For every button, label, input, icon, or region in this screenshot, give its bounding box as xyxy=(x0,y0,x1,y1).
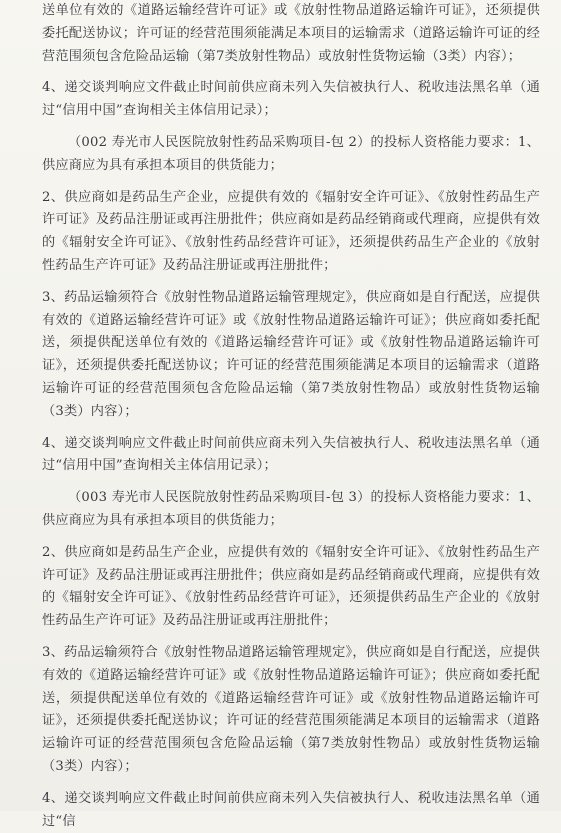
paragraph-credit-check-2: 4、递交谈判响应文件截止时间前供应商未列入失信被执行人、税收违法黑名单（通过“信用中国”查询相关主体信用记录）； xyxy=(42,435,540,474)
paragraph-package-2-transport: 3、药品运输须符合《放射性物品道路运输管理规定》，供应商如是自行配送，应提供有效的《道路运输经营许可证》或《放射性物品道路运输许可证》；供应商如委托配送，须提供配送单位有效的《道路运输经营许可证》或《放射性物品道路运输许可证》，还须提供委托配送协议；许可证的经营范围须能满足本项目的运输需求（道路运输许可证的经营范围须包含危险品运输（第7类放射性物品）或放射性货物运输（3类）内容）； xyxy=(42,289,540,419)
paragraph-package-2-heading: （002 寿光市人民医院放射性药品采购项目-包 2）的投标人资格能力要求：1、供应商应为具有承担本项目的供货能力； xyxy=(42,134,540,173)
paragraph-package-2-license: 2、供应商如是药品生产企业，应提供有效的《辐射安全许可证》、《放射性药品生产许可证》及药品注册证或再注册批件；供应商如是药品经销商或代理商，应提供有效的《辐射安全许可证》、《放射性药品经营许可证》，还须提供药品生产企业的《放射性药品生产许可证》及药品注册证或再注册批件； xyxy=(42,189,540,273)
paragraph-credit-check-3: 4、递交谈判响应文件截止时间前供应商未列入失信被执行人、税收违法黑名单（通过“信 xyxy=(42,790,540,829)
paragraph-credit-check-1: 4、递交谈判响应文件截止时间前供应商未列入失信被执行人、税收违法黑名单（通过“信用中国”查询相关主体信用记录）； xyxy=(42,80,540,119)
paragraph-transport-continuation: 送单位有效的《道路运输经营许可证》或《放射性物品道路运输许可证》，还须提供委托配送协议；许可证的经营范围须能满足本项目的运输需求（道路运输许可证的经营范围须包含危险品运输（第7类放射性物品）或放射性货物运输（3类）内容）； xyxy=(42,3,540,64)
paragraph-package-3-transport: 3、药品运输须符合《放射性物品道路运输管理规定》，供应商如是自行配送，应提供有效的《道路运输经营许可证》或《放射性物品道路运输许可证》；供应商如委托配送，须提供配送单位有效的《道路运输经营许可证》或《放射性物品道路运输许可证》，还须提供委托配送协议；许可证的经营范围须能满足本项目的运输需求（道路运输许可证的经营范围须包含危险品运输（第7类放射性物品）或放射性货物运输（3类）内容）； xyxy=(42,644,540,774)
paragraph-package-3-license: 2、供应商如是药品生产企业，应提供有效的《辐射安全许可证》、《放射性药品生产许可证》及药品注册证或再注册批件；供应商如是药品经销商或代理商，应提供有效的《辐射安全许可证》、《放射性药品经营许可证》，还须提供药品生产企业的《放射性药品生产许可证》及药品注册证或再注册批件； xyxy=(42,544,540,629)
paragraph-package-3-heading: （003 寿光市人民医院放射性药品采购项目-包 3）的投标人资格能力要求：1、供应商应为具有承担本项目的供货能力； xyxy=(42,490,540,528)
document-body xyxy=(42,0,540,833)
